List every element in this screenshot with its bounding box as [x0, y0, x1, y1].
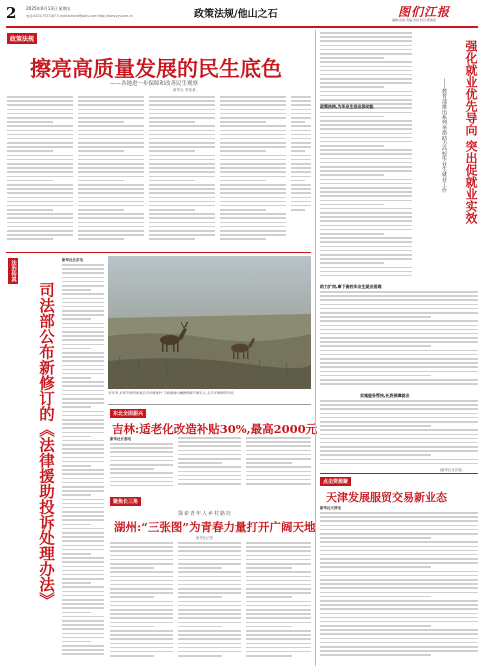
section-tag-policy: 政策法规 — [7, 33, 37, 44]
right-vertical-subhead: ——教育部推出系列举措助力高校毕业生就业工作 — [441, 78, 447, 193]
tianjin-body — [320, 512, 478, 662]
masthead-logo: 图们江报 — [398, 5, 451, 19]
section-tag-resources: 点击资源聚 — [320, 477, 351, 486]
contact-line: 电话:0433-7537187 E-mail:ssmzrb@sohu.com http://www.yyy.com.cn — [26, 14, 133, 18]
header-rule — [6, 26, 478, 28]
sidebar-rule — [6, 252, 311, 253]
right-subheading-2: 助力扩岗,拿下高校毕业生就业困难 — [320, 284, 382, 289]
right-subheading-3: 实施服务帮扶,托底保障就业 — [360, 393, 410, 398]
jilin-body-col-2 — [178, 437, 241, 491]
huzhou-kicker: 探索青年人乡村路径 — [178, 511, 233, 517]
main-subheadline: ——各地进一步保障和改善民生观察 — [110, 81, 199, 87]
column-divider — [315, 30, 316, 666]
right-body-mid — [320, 291, 478, 391]
right-body-lower — [320, 400, 478, 470]
page-header — [6, 4, 478, 24]
right-subheading-1: 政策扶持,为毕业生创业添动能 — [320, 104, 374, 109]
wetland-deer-photo — [108, 256, 311, 389]
sidebar-tag-law: 法治传真 — [10, 260, 16, 282]
section-tag-yangtze: 聚焦长三角 — [110, 497, 141, 506]
huzhou-body-col-3 — [246, 542, 311, 662]
main-story-body-col-5 — [291, 96, 311, 246]
section-title: 政策法规/他山之石 — [194, 9, 278, 20]
page-number: 2 — [6, 4, 17, 22]
sidebar-vertical-title: 司法部公布新修订的《法律援助投诉处理办法》 — [37, 282, 56, 608]
tianjin-headline: 天津发展服贸交易新业态 — [326, 491, 447, 504]
huzhou-byline: 新华社记者 — [196, 536, 213, 540]
photo-bottom-rule — [108, 404, 311, 405]
jilin-intro: 新华社长春电 — [110, 437, 131, 441]
huzhou-headline: 湖州:“三张图”为青春力量打开广阔天地 — [114, 520, 316, 534]
huzhou-body-col-2 — [178, 542, 241, 662]
jilin-body-col-1 — [110, 443, 173, 491]
photo-caption: 近年来,长春市持续加强生态环境保护,当地湿地内麋鹿种群不断壮大,生态环境持续向好。 — [108, 391, 237, 395]
tianjin-source: 新华社天津电 — [320, 506, 341, 510]
right-vertical-headline: 强化就业优先导向 突出促就业实效 — [464, 40, 478, 225]
sidebar-body-text — [62, 264, 104, 659]
main-headline: 擦亮高质量发展的民生底色 — [30, 56, 282, 81]
section-tag-northeast: 东北全面振兴 — [110, 409, 146, 418]
main-story-body-col-1 — [7, 96, 73, 246]
date-line: 2025年6月13日 星期五 — [26, 6, 72, 11]
huzhou-body-col-1 — [110, 542, 173, 662]
editor-line: 编辑:张丽 责编:金岩 校对:郭俊星 — [392, 18, 436, 22]
jilin-headline: 吉林:适老化改造补贴30%,最高2000元 — [112, 422, 318, 436]
main-story-body-col-4 — [220, 96, 286, 246]
main-byline: 新华社 李某某 — [173, 88, 196, 92]
right-intro-text — [320, 32, 412, 282]
jilin-body-col-3 — [246, 437, 311, 491]
sidebar-body-intro: 新华社北京电 — [62, 258, 83, 262]
right-source: (新华社北京电) — [440, 468, 463, 472]
main-story-body-col-3 — [149, 96, 215, 246]
main-story-body-col-2 — [78, 96, 144, 246]
right-mid-rule — [320, 473, 478, 474]
